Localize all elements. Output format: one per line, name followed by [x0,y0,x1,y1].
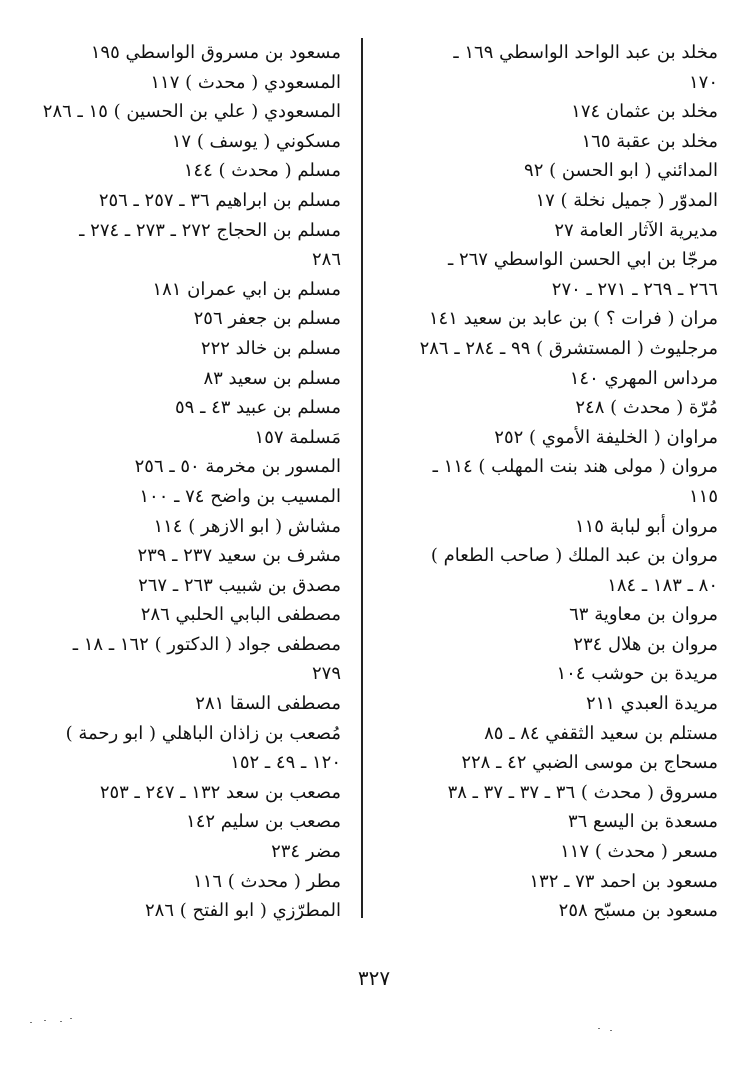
right-column-entry: مُرّة ( محدث ) ٢٤٨ [575,397,718,419]
left-column-entry: مسلم بن ابراهيم ٣٦ ـ ٢٥٧ ـ ٢٥٦ [98,189,341,211]
left-column-entry: المطرّزي ( ابو الفتح ) ٢٨٦ [145,900,341,922]
left-column-entry: مسلم بن ابي عمران ١٨١ [152,278,341,300]
right-column-entry: مستلم بن سعيد الثقفي ٨٤ ـ ٨٥ [484,722,718,744]
left-column-entry: مشاش ( ابو الازهر ) ١١٤ [153,515,341,537]
left-column-entry: مسلم بن خالد ٢٢٢ [200,337,341,359]
left-column-entry: مطر ( محدث ) ١١٦ [193,870,341,892]
left-column-entry: ٢٨٦ [311,249,341,271]
column-divider [361,38,363,918]
right-column-entry: مرجّا بن ابي الحسن الواسطي ٢٦٧ ـ [447,249,718,271]
left-column-entry: مَسلمة ١٥٧ [254,426,341,448]
right-column-entry: مروان بن عبد الملك ( صاحب الطعام ) [430,545,718,567]
left-column-entry: مصطفى البابي الحلبي ٢٨٦ [140,604,341,626]
scan-speck [30,1022,32,1023]
right-column-entry: ٢٦٦ ـ ٢٦٩ ـ ٢٧١ ـ ٢٧٠ [551,278,718,300]
left-column-entry: ٢٧٩ [311,663,341,685]
left-column-entry: مصدق بن شبيب ٢٦٣ ـ ٢٦٧ [138,574,341,596]
right-column-entry: مروان أبو لبابة ١١٥ [574,515,718,537]
right-column-entry: مسعدة بن اليسع ٣٦ [567,811,718,833]
right-column-entry: مخلد بن عثمان ١٧٤ [571,101,718,123]
left-column-entry: مسعود بن مسروق الواسطي ١٩٥ [90,42,341,63]
left-index-column [20,38,341,926]
scan-speck [610,1030,612,1031]
right-column-entry: مروان بن معاوية ٦٣ [569,604,718,626]
right-column-entry: مسعر ( محدث ) ١١٧ [560,841,718,863]
left-column-entry: المسعودي ( محدث ) ١١٧ [150,71,341,93]
left-column-entry: مسلم بن الحجاج ٢٧٢ ـ ٢٧٣ ـ ٢٧٤ ـ [79,219,341,241]
scan-speck [60,1021,62,1022]
right-column-entry: مسعود بن مسبّح ٢٥٨ [558,900,718,922]
left-column-entry: مسلم بن عبيد ٤٣ ـ ٥٩ [175,397,341,419]
right-column-entry: مخلد بن عقبة ١٦٥ [581,130,718,152]
right-column-entry: مسحاج بن موسى الضبي ٤٢ ـ ٢٢٨ [461,752,718,774]
right-column-entry: مراوان ( الخليفة الأموي ) ٢٥٢ [494,426,718,448]
left-column-entry: مسكوني ( يوسف ) ١٧ [171,130,341,152]
right-column-entry: مروان ( مولى هند بنت المهلب ) ١١٤ ـ [432,456,718,478]
left-column-entry: مصطفى السقا ٢٨١ [195,693,341,715]
right-index-column [375,38,718,926]
right-column-entry: مسعود بن احمد ٧٣ ـ ١٣٢ [529,870,718,892]
right-column-entry: مسروق ( محدث ) ٣٦ ـ ٣٧ ـ ٣٧ ـ ٣٨ [447,781,718,803]
left-column-entry: المسعودي ( علي بن الحسين ) ١٥ ـ ٢٨٦ [42,101,341,123]
right-column-entry: ١١٥ [688,485,718,507]
left-column-entry: مسلم ( محدث ) ١٤٤ [183,160,341,182]
right-column-entry: مرجليوث ( المستشرق ) ٩٩ ـ ٢٨٤ ـ ٢٨٦ [419,337,718,359]
right-column-entry: المدائني ( ابو الحسن ) ٩٢ [524,160,718,182]
left-column-entry: مصعب بن سليم ١٤٢ [186,811,341,833]
left-column-entry: مُصعب بن زاذان الباهلي ( ابو رحمة ) [65,722,341,744]
left-column-entry: مسلم بن سعيد ٨٣ [203,367,341,389]
right-column-entry: مريدة العبدي ٢١١ [585,693,718,715]
left-column-entry: المسيب بن واضح ٧٤ ـ ١٠٠ [139,485,341,507]
scan-speck [44,1020,46,1021]
left-column-entry: ١٢٠ ـ ٤٩ ـ ١٥٢ [230,752,341,774]
page-number: ٣٢٧ [357,966,391,990]
scan-speck [598,1028,600,1029]
left-column-entry: مصعب بن سعد ١٣٢ ـ ٢٤٧ ـ ٢٥٣ [99,781,341,803]
right-column-entry: مديرية الآثار العامة ٢٧ [554,219,718,241]
left-column-entry: مسلم بن جعفر ٢٥٦ [193,308,341,330]
right-column-entry: ١٧٠ [688,71,718,93]
left-column-entry: مشرف بن سعيد ٢٣٧ ـ ٢٣٩ [137,545,341,567]
left-column-entry: المسور بن مخرمة ٥٠ ـ ٢٥٦ [134,456,341,478]
right-column-entry: مروان بن هلال ٢٣٤ [573,633,718,655]
right-column-entry: المدوّر ( جميل نخلة ) ١٧ [535,189,718,211]
right-column-entry: مريدة بن حوشب ١٠٤ [556,663,718,685]
scan-speck [70,1018,72,1019]
right-column-entry: مران ( فرات ؟ ) بن عابد بن سعيد ١٤١ [428,308,718,330]
left-column-entry: مصطفى جواد ( الدكتور ) ١٦٢ ـ ١٨ ـ [72,633,341,655]
left-column-entry: مضر ٢٣٤ [271,841,341,863]
right-column-entry: مرداس المهري ١٤٠ [569,367,718,389]
right-column-entry: مخلد بن عبد الواحد الواسطي ١٦٩ ـ [453,42,718,63]
right-column-entry: ٨٠ ـ ١٨٣ ـ ١٨٤ [607,574,718,596]
